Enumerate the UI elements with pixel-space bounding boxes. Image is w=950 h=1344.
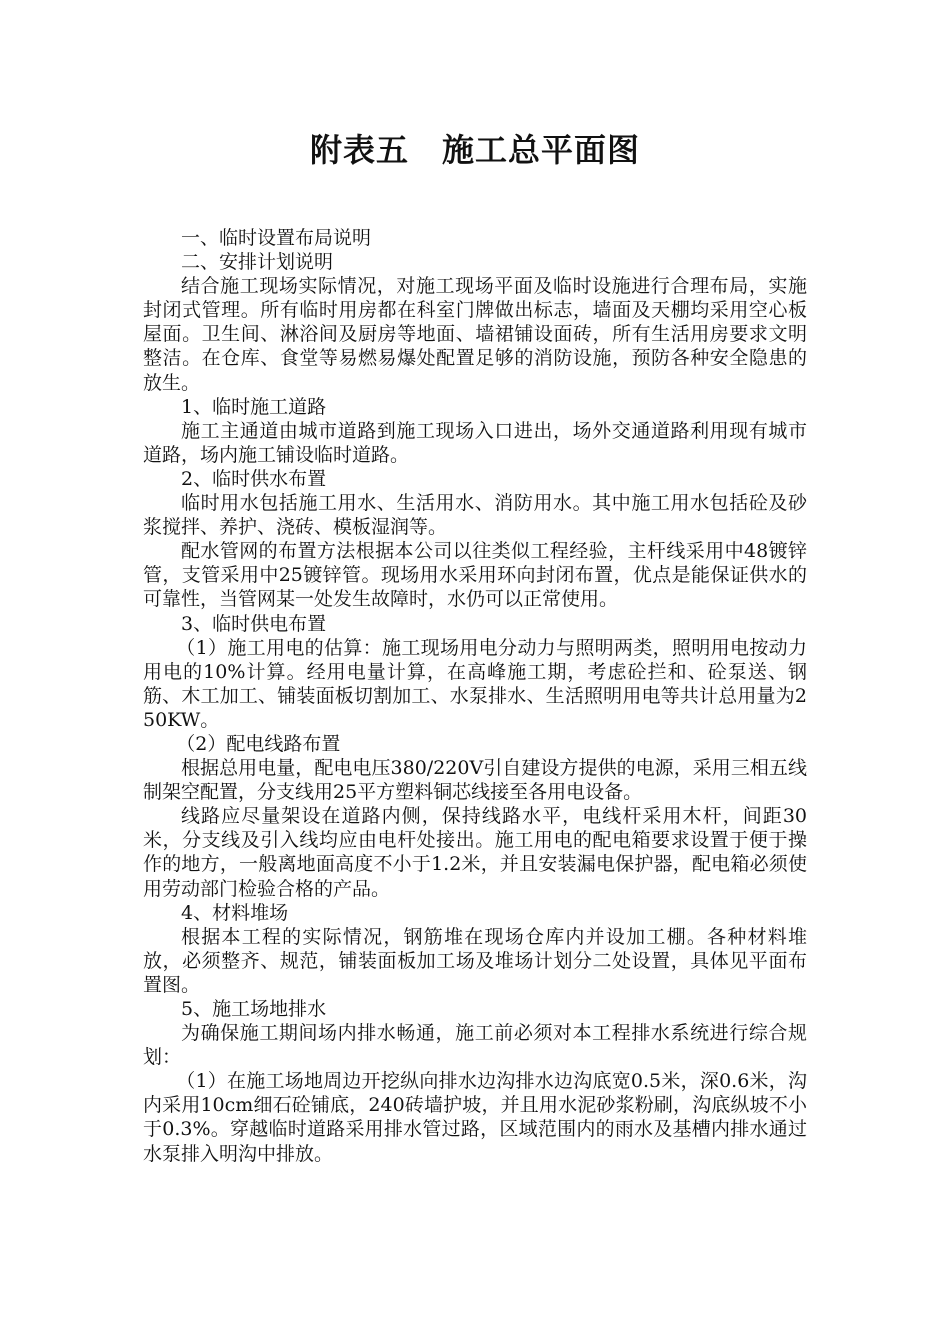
paragraph-heading-power: 3、临时供电布置	[181, 612, 327, 635]
paragraph-heading-water: 2、临时供水布置	[181, 467, 327, 490]
paragraph-materials: 根据本工程的实际情况，钢筋堆在现场仓库内并设加工棚。各种材料堆放，必须整齐、规范，铺装面板加工场及堆场计划分二处设置，具体见平面布置图。	[143, 925, 807, 996]
paragraph-water-usage: 临时用水包括施工用水、生活用水、消防用水。其中施工用水包括砼及砂浆搅拌、养护、浇砖、模板湿润等。	[143, 492, 807, 539]
paragraph-heading-materials: 4、材料堆场	[181, 901, 289, 924]
paragraph-drainage-plan: 为确保施工期间场内排水畅通，施工前必须对本工程排水系统进行综合规划：	[143, 1022, 807, 1069]
document-body	[143, 226, 807, 1166]
paragraph-heading-layout: 一、临时设置布局说明	[181, 227, 372, 249]
paragraph-heading-plan: 二、安排计划说明	[181, 251, 334, 274]
paragraph-road: 施工主通道由城市道路到施工现场入口进出，场外交通道路利用现有城市道路，场内施工铺设临时道路。	[143, 419, 807, 466]
paragraph-power-estimate: （1）施工用电的估算：施工现场用电分动力与照明两类，照明用电按动力用电的10%计算。经用电量计算，在高峰施工期，考虑砼拦和、砼泵送、钢筋、木工加工、铺装面板切割加工、水泵排水、生活照明用电等共计总用量为250KW。	[143, 636, 807, 731]
paragraph-heading-wiring: （2）配电线路布置	[176, 732, 341, 755]
paragraph-wiring-layout: 线路应尽量架设在道路内侧，保持线路水平，电线杆采用木杆，间距30米，分支线及引入线均应由电杆处接出。施工用电的配电箱要求设置于便于操作的地方，一般离地面高度不小于1.2米，并且安装漏电保护器，配电箱必须使用劳动部门检验合格的产品。	[143, 805, 807, 900]
paragraph-water-network: 配水管网的布置方法根据本公司以往类似工程经验，主杆线采用中48镀锌管，支管采用中25镀锌管。现场用水采用环向封闭布置，优点是能保证供水的可靠性，当管网某一处发生故障时，水仍可以正常使用。	[143, 540, 807, 611]
paragraph-heading-drainage: 5、施工场地排水	[181, 998, 327, 1020]
paragraph-heading-road: 1、临时施工道路	[181, 395, 327, 418]
page-title: 附表五 施工总平面图	[309, 131, 640, 169]
paragraph-wiring-source: 根据总用电量，配电电压380/220V引自建设方提供的电源，采用三相五线制架空配置，分支线用25平方塑料铜芯线接至各用电设备。	[143, 757, 807, 804]
paragraph-drainage-ditch: （1）在施工场地周边开挖纵向排水边沟排水边沟底宽0.5米，深0.6米，沟内采用10cm细石砼铺底，240砖墙护坡，并且用水泥砂浆粉刷，沟底纵坡不小于0.3%。穿越临时道路采用排水管过路，区域范围内的雨水及基槽内排水通过水泵排入明沟中排放。	[143, 1070, 807, 1165]
paragraph-intro: 结合施工现场实际情况，对施工现场平面及临时设施进行合理布局，实施封闭式管理。所有临时用房都在科室门牌做出标志，墙面及天棚均采用空心板屋面。卫生间、淋浴间及厨房等地面、墙裙铺设面砖，所有生活用房要求文明整洁。在仓库、食堂等易燃易爆处配置足够的消防设施，预防各种安全隐患的放生。	[143, 275, 807, 394]
